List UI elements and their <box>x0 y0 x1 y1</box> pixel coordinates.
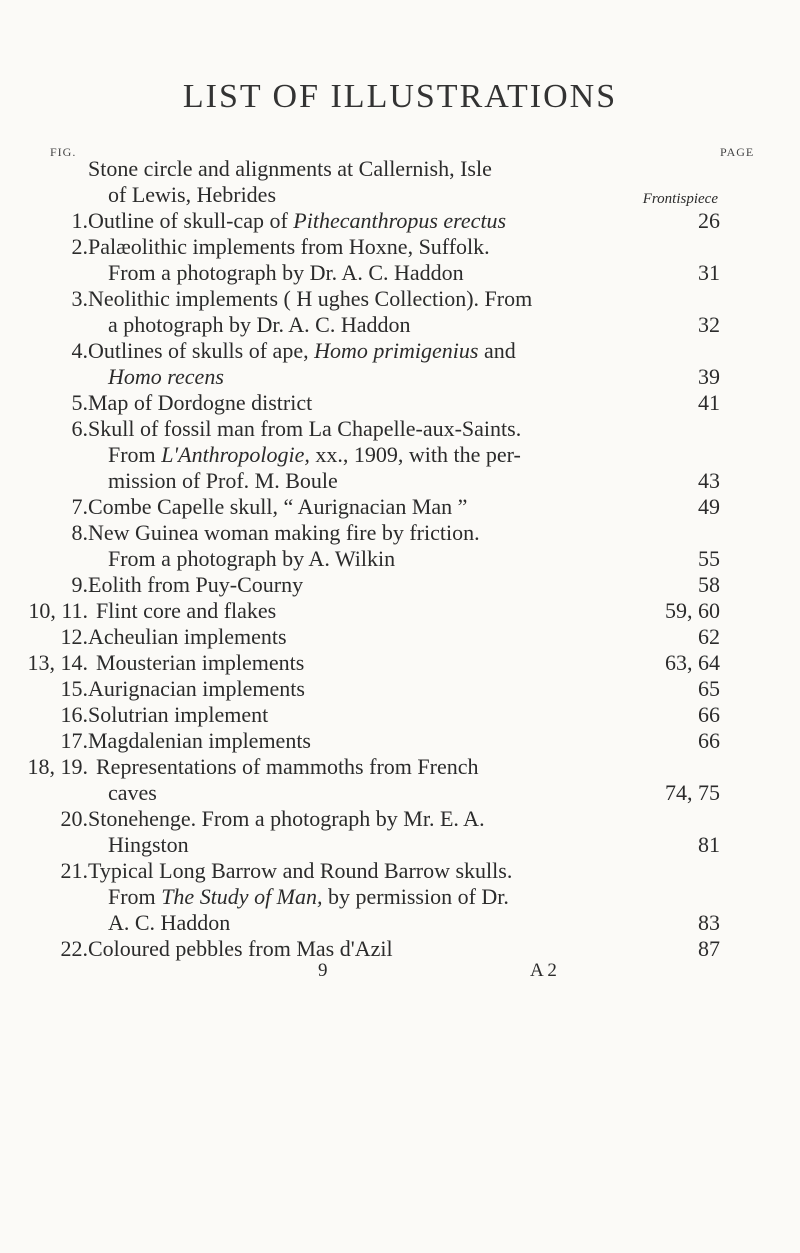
book-page: LIST OF ILLUSTRATIONS FIG. PAGE Stone circle and alignments at Callernish, Isle of Lewis, Hebrides Frontispiece 1. Outline of skull-cap of Pithecanthropus erectus 26 2. Palæolithic implements from Hoxne, Suffolk. From a photograph by Dr. A. C. Haddon 31 3. Neolithic implements ( H ughes Collection). From a photograph by Dr. A. C. Haddon 32 4. Outlines of skulls of ape, Homo primigenius and Homo recens 39 5. Map of Dordogne district 41 6. Skull of fossil man from La Chapelle-aux-Saints. From L'Anthropologie, xx., 1909, with the per- mission of Prof. M. Boule 43 7. Combe Capelle skull, “ Aurignacian Man ” 49 8. New Guinea woman making fire by friction. From a photograph by A. Wilkin 55 9. Eolith from Puy-Courny 58 10, 11. Flint core and flakes 59, 60 12. Acheulian implements 62 13, 14. Mousterian implements 63, 64 15. Aurignacian implements 65 16. Solutrian implement 66 17. Magdalenian implements 66 18, 19. Representations of mammoths from French caves 74, 75 20. Stonehenge. From a photograph by Mr. E. A. Hingston 81 21. Typical Long Barrow and Round Barrow skulls. From The Study of Man, by permission of Dr. A. C. Haddon 83 22. Coloured pebbles from Mas d'Azil 87 9 A 2 <box>0 0 800 1253</box>
page-number: 9 <box>318 960 328 981</box>
fig-column-header: FIG. <box>50 145 77 159</box>
page-title: LIST OF ILLUSTRATIONS <box>182 78 618 115</box>
page-column-header: PAGE <box>720 145 755 159</box>
signature-mark: A 2 <box>530 960 557 981</box>
